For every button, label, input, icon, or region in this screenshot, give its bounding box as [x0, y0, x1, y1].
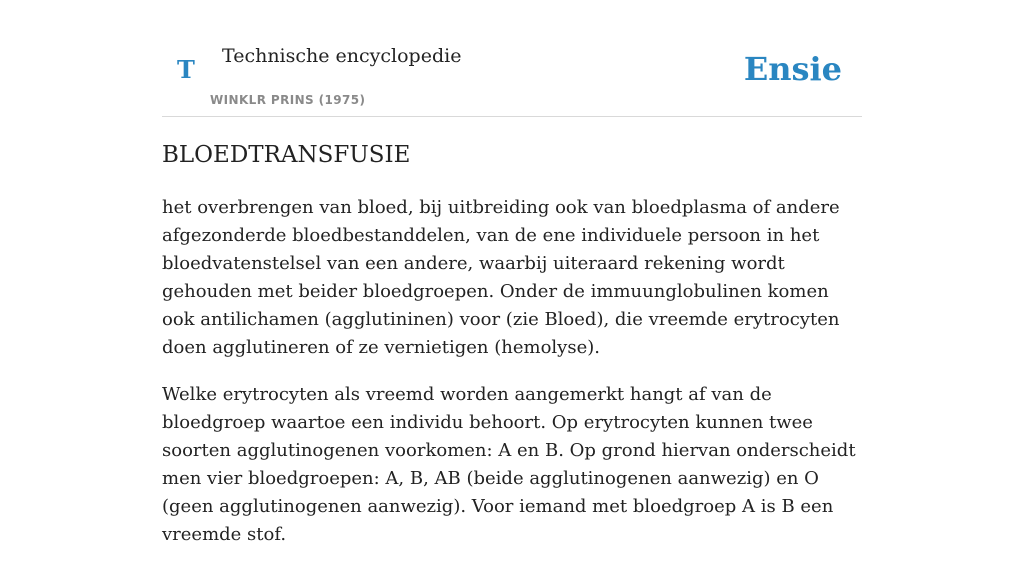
- brand-logo[interactable]: Ensie: [743, 50, 842, 88]
- article-title: BLOEDTRANSFUSIE: [162, 142, 411, 168]
- article-paragraph-1: het overbrengen van bloed, bij uitbreiding ook van bloedplasma of andere afgezonderde bloedbestanddelen, van de ene individuele persoon in het bloedvatenstelsel van een andere, waarbij uiteraard rekening wordt gehouden met beider bloedgroepen. Onder de immuunglobulinen komen ook antilichamen (agglutininen) voor (zie Bloed), die vreemde erytrocyten doen agglutineren of ze vernietigen (hemolyse).: [162, 197, 840, 358]
- book-initial-icon: T: [177, 55, 195, 84]
- article-paragraph-2: Welke erytrocyten als vreemd worden aangemerkt hangt af van de bloedgroep waartoe een individu behoort. Op erytrocyten kunnen twee soorten agglutinogenen voorkomen: A en B. Op grond hiervan onderscheidt men vier bloedgroepen: A, B, AB (beide agglutinogenen aanwezig) en O (geen agglutinogenen aanwezig). Voor iemand met bloedgroep A is B een vreemde stof.: [162, 384, 856, 545]
- article: [162, 138, 862, 568]
- book-title-link[interactable]: Technische encyclopedie: [222, 45, 462, 67]
- header: [162, 30, 862, 117]
- book-meta: WINKLR PRINS (1975): [210, 93, 366, 107]
